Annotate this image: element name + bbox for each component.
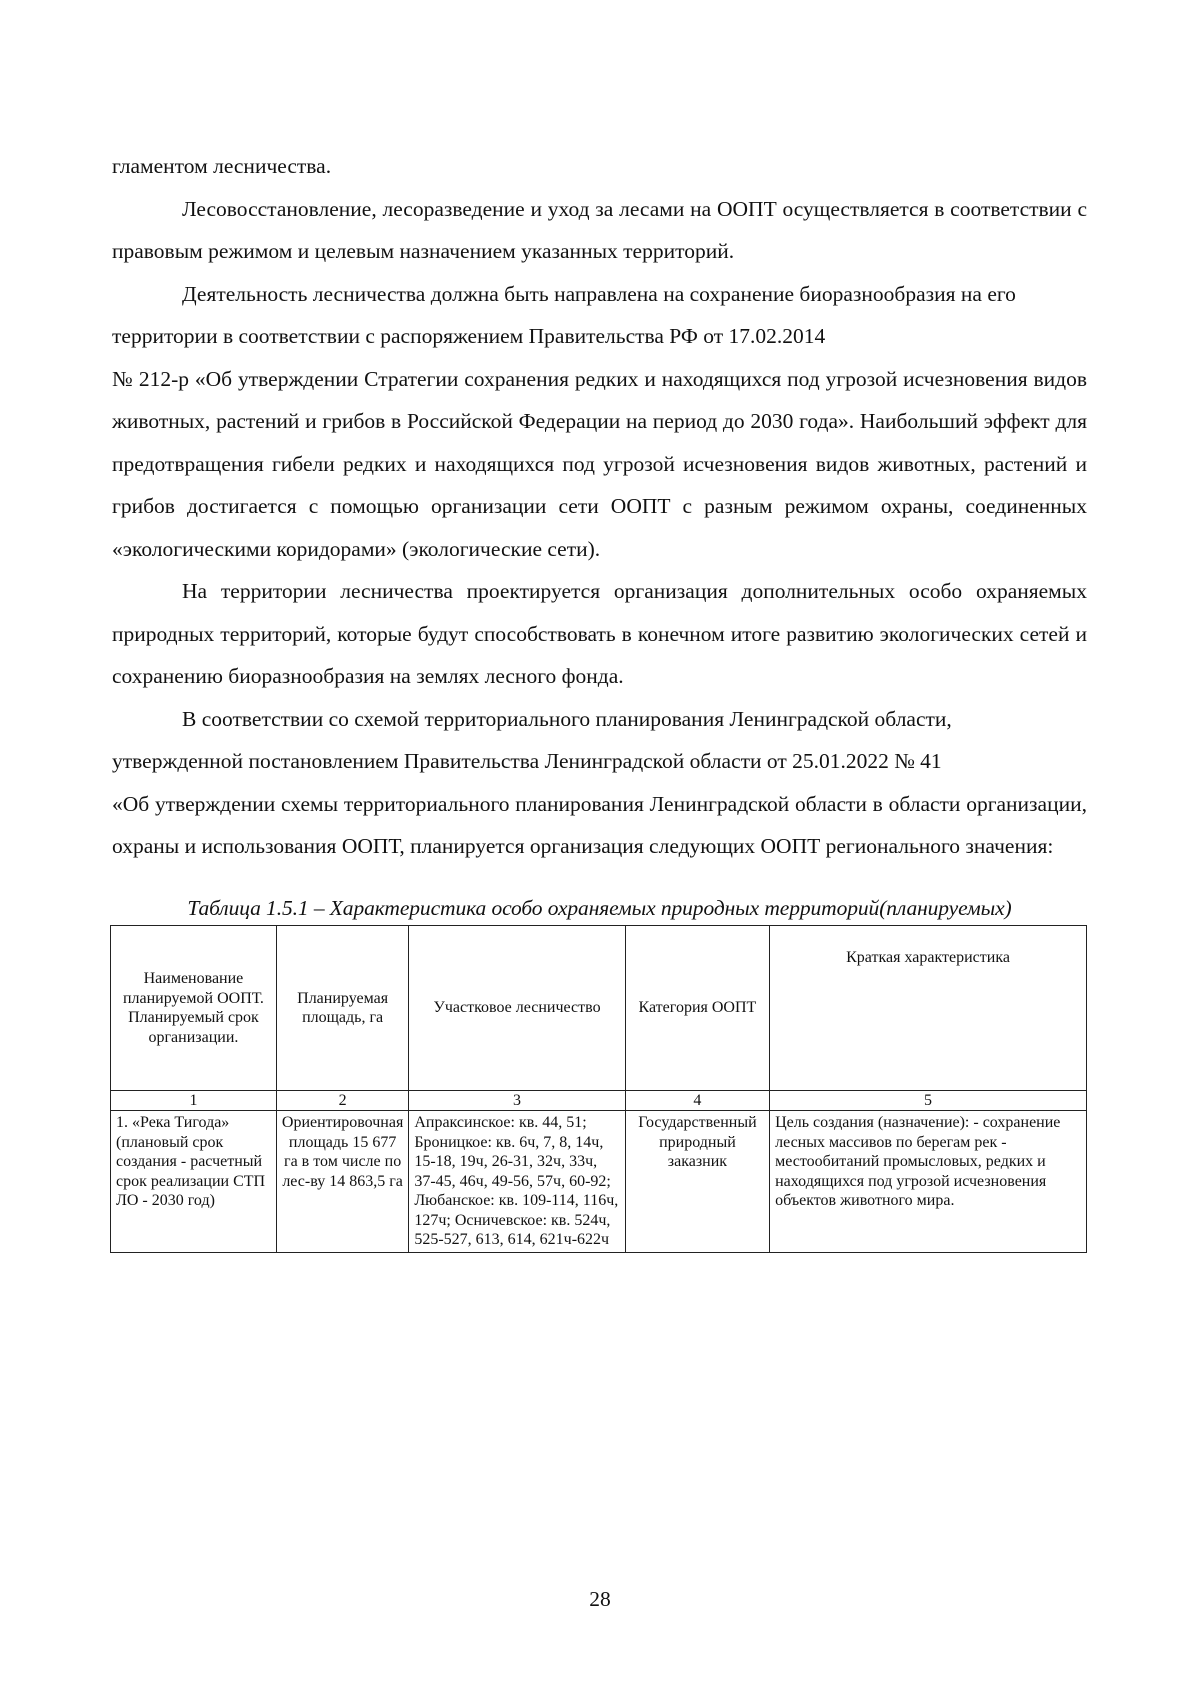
paragraph-territorial-plan: В соответствии со схемой территориального планирования Ленинградской области, утвержденной постановлением Правительства Ленинградской области от 25.01.2022 № 41 bbox=[112, 706, 952, 773]
paragraph-approval: «Об утверждении схемы территориального планирования Ленинградской области в области организации, охраны и использования ООПТ, планируется организация следующих ООПТ регионального значения: bbox=[112, 791, 1087, 858]
header-area: Планируемая площадь, га bbox=[276, 926, 408, 1091]
table-row bbox=[111, 1111, 1087, 1253]
header-forestry: Участковое лесничество bbox=[409, 926, 625, 1091]
cell-forestry: Апраксинское: кв. 44, 51; Броницкое: кв. 6ч, 7, 8, 14ч, 15-18, 19ч, 26-31, 32ч, 33ч, 37-45, 46ч, 49-56, 57ч, 60-92; Любанское: кв. 109-114, 116ч, 127ч; Осничевское: кв. 524ч, 525-527, 613, 614, 621ч-622ч bbox=[409, 1111, 625, 1253]
header-description: Краткая характеристика bbox=[770, 926, 1087, 1091]
column-numbers-row bbox=[111, 1091, 1087, 1111]
oopt-table bbox=[110, 925, 1087, 1253]
header-category: Категория ООПТ bbox=[625, 926, 769, 1091]
cell-name: 1. «Река Тигода» (плановый срок создания - расчетный срок реализации СТП ЛО - 2030 год) bbox=[111, 1111, 277, 1253]
header-name: Наименование планируемой ООПТ. Планируемый срок организации. bbox=[111, 926, 277, 1091]
column-number: 4 bbox=[625, 1091, 769, 1111]
table-caption: Таблица 1.5.1 – Характеристика особо охраняемых природных территорий(планируемых) bbox=[187, 896, 1012, 920]
paragraph-biodiversity: Деятельность лесничества должна быть направлена на сохранение биоразнообразия на его территории в соответствии с распоряжением Правительства РФ от 17.02.2014 bbox=[112, 281, 1016, 348]
column-number: 1 bbox=[111, 1091, 277, 1111]
body-text bbox=[112, 145, 1087, 868]
paragraph-continuation: гламентом лесничества. bbox=[112, 154, 332, 178]
page-number: 28 bbox=[589, 1587, 611, 1611]
table-header-row bbox=[111, 926, 1087, 1091]
cell-area: Ориентировочная площадь 15 677 га в том числе по лес-ву 14 863,5 га bbox=[276, 1111, 408, 1253]
column-number: 5 bbox=[770, 1091, 1087, 1111]
paragraph-reforestation: Лесовосстановление, лесоразведение и уход за лесами на ООПТ осуществляется в соответствии с правовым режимом и целевым назначением указанных территорий. bbox=[112, 196, 1087, 263]
column-number: 2 bbox=[276, 1091, 408, 1111]
column-number: 3 bbox=[409, 1091, 625, 1111]
cell-category: Государственный природный заказник bbox=[625, 1111, 769, 1253]
cell-description: Цель создания (назначение): - сохранение лесных массивов по берегам рек - местообитаний промысловых, редких и находящихся под угрозой исчезновения объектов животного мира. bbox=[770, 1111, 1087, 1253]
paragraph-strategy: № 212-р «Об утверждении Стратегии сохранения редких и находящихся под угрозой исчезновения видов животных, растений и грибов в Российской Федерации на период до 2030 года». Наибольший эффект для предотвращения гибели редких и находящихся под угрозой исчезновения видов животных, растений и грибов достигается с помощью организации сети ООПТ с разным режимом охраны, соединенных «экологическими коридорами» (экологические сети). bbox=[112, 366, 1087, 561]
paragraph-planned-oopt: На территории лесничества проектируется организация дополнительных особо охраняемых природных территорий, которые будут способствовать в конечном итоге развитию экологических сетей и сохранению биоразнообразия на землях лесного фонда. bbox=[112, 579, 1087, 688]
